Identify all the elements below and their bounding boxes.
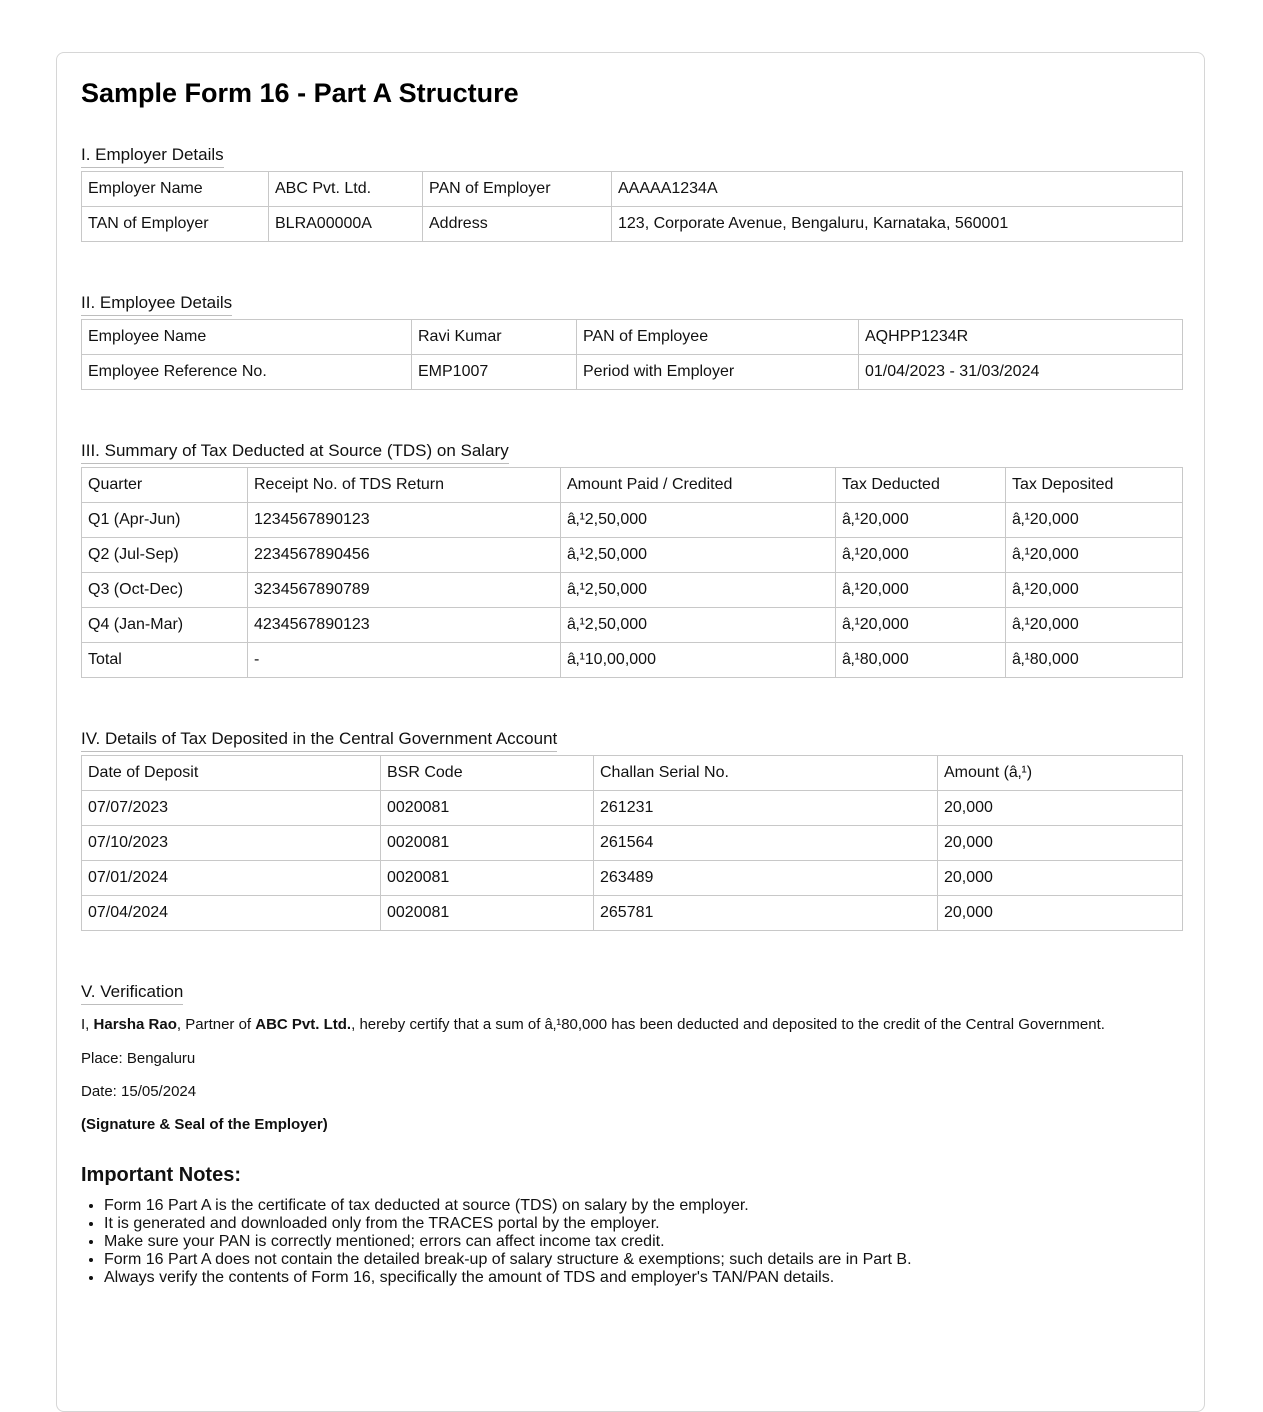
table-cell: â‚¹2,50,000 <box>561 608 836 643</box>
table-row <box>82 826 1183 861</box>
column-header: Amount (â‚¹) <box>938 756 1183 791</box>
table-cell: 265781 <box>594 896 938 931</box>
table-cell: â‚¹2,50,000 <box>561 538 836 573</box>
list-item: • It is generated and downloaded only from the TRACES portal by the employer. <box>104 1215 1182 1233</box>
table-header-row <box>82 468 1183 503</box>
verification-statement <box>81 1016 1182 1034</box>
table-cell: â‚¹20,000 <box>836 538 1006 573</box>
table-cell: â‚¹80,000 <box>836 643 1006 678</box>
table-cell: â‚¹2,50,000 <box>561 573 836 608</box>
table-cell: 07/04/2024 <box>82 896 381 931</box>
employee-name-label: Employee Name <box>82 320 412 355</box>
deposits-section <box>81 729 1182 931</box>
table-row <box>82 320 1183 355</box>
table-cell: â‚¹20,000 <box>1006 573 1183 608</box>
page-title: Sample Form 16 - Part A Structure <box>81 78 519 108</box>
employee-period-label: Period with Employer <box>577 355 859 390</box>
list-item: • Form 16 Part A is the certificate of tax deducted at source (TDS) on salary by the employer. <box>104 1197 1182 1215</box>
notes-list <box>81 1197 1182 1287</box>
table-header-row <box>82 756 1183 791</box>
employee-period-value: 01/04/2023 - 31/03/2024 <box>859 355 1183 390</box>
verification-date: Date: 15/05/2024 <box>81 1083 197 1100</box>
table-cell: 261231 <box>594 791 938 826</box>
employer-address-label: Address <box>423 207 612 242</box>
table-cell: Q4 (Jan-Mar) <box>82 608 248 643</box>
employer-pan-label: PAN of Employer <box>423 172 612 207</box>
employee-name-value: Ravi Kumar <box>412 320 577 355</box>
column-header: Quarter <box>82 468 248 503</box>
table-row <box>82 538 1183 573</box>
employer-table <box>81 171 1183 242</box>
table-cell: 2234567890456 <box>248 538 561 573</box>
employer-section <box>81 145 1182 242</box>
column-header: BSR Code <box>381 756 594 791</box>
table-row <box>82 355 1183 390</box>
table-cell: â‚¹20,000 <box>1006 538 1183 573</box>
employer-address-value: 123, Corporate Avenue, Bengaluru, Karnataka, 560001 <box>612 207 1183 242</box>
table-cell: â‚¹80,000 <box>1006 643 1183 678</box>
table-cell: 07/01/2024 <box>82 861 381 896</box>
tds-summary-section <box>81 441 1182 678</box>
column-header: Tax Deposited <box>1006 468 1183 503</box>
table-row <box>82 573 1183 608</box>
table-cell: Total <box>82 643 248 678</box>
table-row <box>82 896 1183 931</box>
notes-section <box>81 1163 1182 1287</box>
table-row-total <box>82 643 1183 678</box>
employee-ref-value: EMP1007 <box>412 355 577 390</box>
table-cell: â‚¹2,50,000 <box>561 503 836 538</box>
statement-mid: , Partner of <box>176 1016 256 1033</box>
employer-name-label: Employer Name <box>82 172 269 207</box>
employee-heading: II. Employee Details <box>81 293 232 316</box>
signature-line: (Signature & Seal of the Employer) <box>81 1116 328 1133</box>
table-row <box>82 791 1183 826</box>
column-header: Challan Serial No. <box>594 756 938 791</box>
list-item: • Make sure your PAN is correctly mentioned; errors can affect income tax credit. <box>104 1233 1182 1251</box>
column-header: Amount Paid / Credited <box>561 468 836 503</box>
verification-place: Place: Bengaluru <box>81 1050 196 1067</box>
form-card <box>56 52 1205 1412</box>
table-cell: 0020081 <box>381 826 594 861</box>
table-cell: â‚¹20,000 <box>836 608 1006 643</box>
table-cell: 3234567890789 <box>248 573 561 608</box>
employee-pan-value: AQHPP1234R <box>859 320 1183 355</box>
table-cell: 0020081 <box>381 896 594 931</box>
employee-table <box>81 319 1183 390</box>
column-header: Tax Deducted <box>836 468 1006 503</box>
table-cell: â‚¹20,000 <box>1006 608 1183 643</box>
employer-tan-value: BLRA00000A <box>269 207 423 242</box>
table-cell: 20,000 <box>938 826 1183 861</box>
table-cell: â‚¹20,000 <box>1006 503 1183 538</box>
table-cell: 1234567890123 <box>248 503 561 538</box>
table-cell: Q2 (Jul-Sep) <box>82 538 248 573</box>
employer-name-value: ABC Pvt. Ltd. <box>269 172 423 207</box>
tds-summary-heading: III. Summary of Tax Deducted at Source (TDS) on Salary <box>81 441 509 464</box>
table-cell: 07/07/2023 <box>82 791 381 826</box>
statement-prefix: I, <box>81 1016 94 1033</box>
statement-suffix: , hereby certify that a sum of â‚¹80,000 has been deducted and deposited to the credit of the Central Government. <box>351 1016 1105 1033</box>
table-cell: Q3 (Oct-Dec) <box>82 573 248 608</box>
table-cell: 261564 <box>594 826 938 861</box>
table-row <box>82 172 1183 207</box>
table-cell: 20,000 <box>938 896 1183 931</box>
verification-section <box>81 982 1182 1134</box>
table-cell: 20,000 <box>938 791 1183 826</box>
table-cell: 263489 <box>594 861 938 896</box>
table-cell: Q1 (Apr-Jun) <box>82 503 248 538</box>
table-cell: 4234567890123 <box>248 608 561 643</box>
signatory-name: Harsha Rao <box>93 1016 177 1033</box>
employee-pan-label: PAN of Employee <box>577 320 859 355</box>
employer-heading: I. Employer Details <box>81 145 224 168</box>
list-item: • Form 16 Part A does not contain the detailed break-up of salary structure & exemptions; such details are in Part B. <box>104 1251 1182 1269</box>
table-cell: - <box>248 643 561 678</box>
table-cell: 07/10/2023 <box>82 826 381 861</box>
table-cell: â‚¹10,00,000 <box>561 643 836 678</box>
notes-heading: Important Notes: <box>81 1164 241 1186</box>
employer-pan-value: AAAAA1234A <box>612 172 1183 207</box>
table-cell: 20,000 <box>938 861 1183 896</box>
employer-tan-label: TAN of Employer <box>82 207 269 242</box>
table-row <box>82 861 1183 896</box>
verification-heading: V. Verification <box>81 982 183 1005</box>
deposits-table <box>81 755 1183 931</box>
table-cell: â‚¹20,000 <box>836 503 1006 538</box>
tds-summary-table <box>81 467 1183 678</box>
employee-section <box>81 293 1182 390</box>
company-name: ABC Pvt. Ltd. <box>255 1016 352 1033</box>
deposits-heading: IV. Details of Tax Deposited in the Central Government Account <box>81 729 557 752</box>
table-cell: â‚¹20,000 <box>836 573 1006 608</box>
table-cell: 0020081 <box>381 861 594 896</box>
list-item: • Always verify the contents of Form 16, specifically the amount of TDS and employer's TAN/PAN details. <box>104 1269 1182 1287</box>
table-row <box>82 608 1183 643</box>
column-header: Date of Deposit <box>82 756 381 791</box>
table-row <box>82 503 1183 538</box>
employee-ref-label: Employee Reference No. <box>82 355 412 390</box>
table-cell: 0020081 <box>381 791 594 826</box>
column-header: Receipt No. of TDS Return <box>248 468 561 503</box>
table-row <box>82 207 1183 242</box>
